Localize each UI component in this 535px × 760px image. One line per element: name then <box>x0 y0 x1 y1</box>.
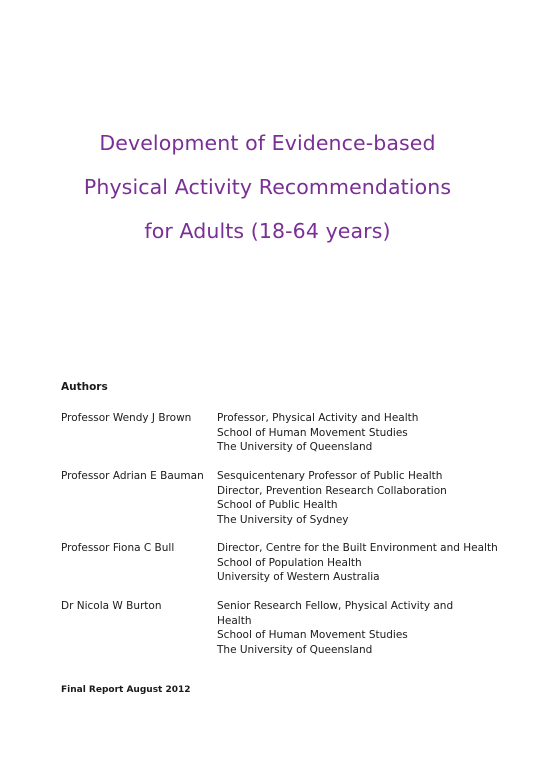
report-title <box>0 121 535 253</box>
author-name: Professor Fiona C Bull <box>61 542 175 554</box>
author-role: Sesquicentenary Professor of Public Health <box>217 470 443 482</box>
author-role: University of Western Australia <box>217 571 380 583</box>
title-line-1: Development of Evidence-based <box>99 131 436 155</box>
author-role: The University of Sydney <box>217 513 349 526</box>
author-role: School of Human Movement Studies <box>217 426 408 439</box>
author-roles <box>217 411 481 455</box>
author-name: Professor Wendy J Brown <box>61 412 192 424</box>
title-line-3: for Adults (18-64 years) <box>144 219 391 243</box>
author-name: Dr Nicola W Burton <box>61 600 162 612</box>
author-role: Director, Centre for the Built Environment and Health <box>217 542 498 554</box>
author-role: The University of Queensland <box>217 441 373 453</box>
author-name: Professor Adrian E Bauman <box>61 470 204 482</box>
author-role: School of Population Health <box>217 556 362 569</box>
author-role: The University of Queensland <box>217 643 373 656</box>
author-role: School of Human Movement Studies <box>217 629 408 641</box>
authors-heading: Authors <box>61 381 108 393</box>
report-date-note: Final Report August 2012 <box>61 685 191 695</box>
author-roles <box>217 599 481 657</box>
author-role: School of Public Health <box>217 499 338 511</box>
author-role: Director, Prevention Research Collaboration <box>217 484 447 497</box>
author-role: Professor, Physical Activity and Health <box>217 412 419 424</box>
title-line-2: Physical Activity Recommendations <box>83 175 452 199</box>
author-roles <box>217 469 481 527</box>
author-roles <box>217 541 498 585</box>
author-role: Senior Research Fellow, Physical Activity and Health <box>217 600 454 627</box>
